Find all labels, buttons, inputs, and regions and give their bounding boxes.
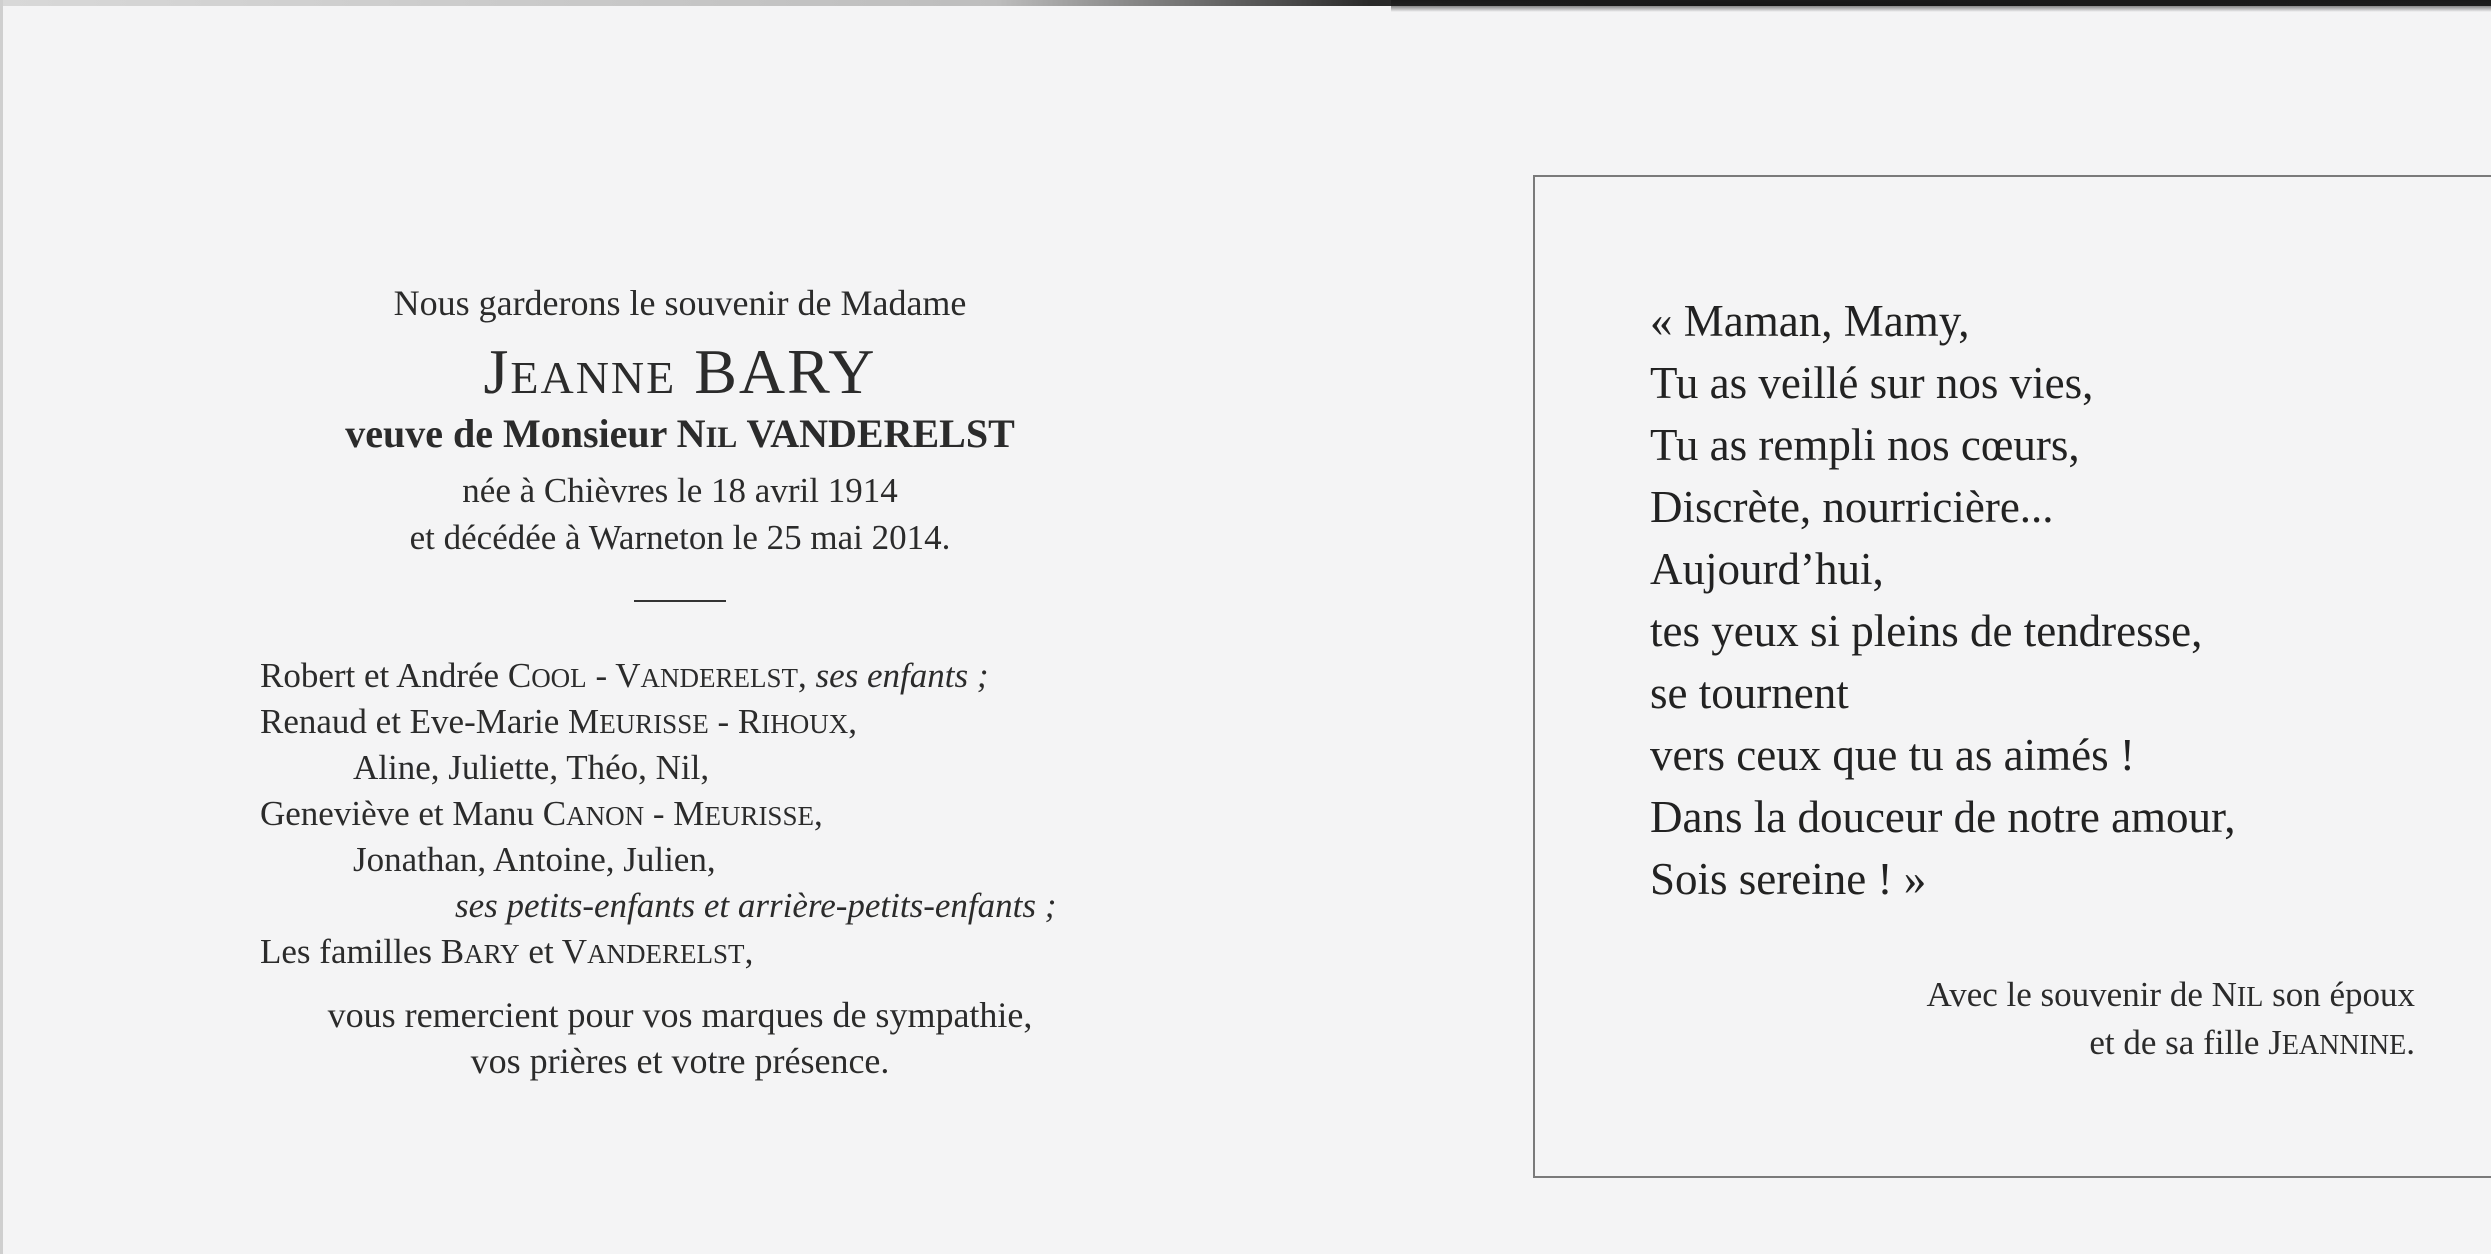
text: Renaud et Eve-Marie M [260, 702, 600, 741]
text: Avec le souvenir de N [1926, 975, 2237, 1014]
text: OOL [531, 663, 587, 693]
family-line-grandchildren-2: Jonathan, Antoine, Julien, [353, 840, 716, 879]
intro-line: Nous garderons le souvenir de Madame [393, 283, 967, 323]
text: , [813, 794, 823, 833]
thanks-line-2: vos prières et votre présence. [470, 1041, 890, 1081]
signature-line-2 [2089, 1023, 2415, 1063]
text: ANON [566, 801, 645, 831]
text: , [848, 702, 857, 741]
husband-initial: N [676, 411, 706, 456]
poem-line: vers ceux que tu as aimés ! [1650, 730, 2135, 780]
signature-line-1 [1927, 975, 2415, 1015]
scan-top-shadow [1391, 0, 2491, 12]
birth-line: née à Chièvres le 18 avril 1914 [462, 471, 898, 510]
poem [1650, 290, 2235, 910]
death-line: et décédée à Warneton le 25 mai 2014. [409, 518, 951, 557]
text: son époux [2263, 975, 2415, 1014]
text: . [2406, 1023, 2415, 1062]
poem-line: Tu as rempli nos cœurs, [1650, 420, 2080, 470]
poem-line: « Maman, Mamy, [1650, 296, 1970, 346]
text: Geneviève et Manu C [260, 794, 567, 833]
poem-line: Sois sereine ! » [1650, 854, 1927, 904]
poem-line: se tournent [1650, 668, 1849, 718]
widow-line [0, 410, 1360, 457]
first-name-initial: J [483, 336, 511, 407]
text: EANNINE [2281, 1030, 2407, 1061]
text: IHOUX [761, 709, 849, 739]
text: - M [644, 794, 705, 833]
role-label: ses enfants ; [815, 656, 989, 695]
text: IL [2236, 982, 2264, 1013]
family-line-grandchildren-1: Aline, Juliette, Théo, Nil, [353, 748, 710, 787]
text: ARY [464, 939, 520, 969]
poem-line: Tu as veillé sur nos vies, [1650, 358, 2094, 408]
thanks-line-1: vous remercient pour vos marques de sympathie, [327, 995, 1033, 1035]
poem-line: Dans la douceur de notre amour, [1650, 792, 2236, 842]
text: et de sa fille J [2089, 1023, 2282, 1062]
family-line-meurisse [260, 702, 857, 742]
text: ANDERELST [640, 663, 798, 693]
text: - V [586, 656, 641, 695]
text: , [798, 656, 816, 695]
first-name-rest: EANNE [510, 352, 677, 403]
separator-rule [634, 600, 726, 602]
poem-line: Discrète, nourricière... [1650, 482, 2054, 532]
family-line-families [260, 932, 753, 972]
text: ANDERELST [587, 939, 745, 969]
text: , [744, 932, 754, 971]
widow-prefix: veuve de Monsieur [345, 411, 677, 456]
family-line-children [260, 656, 989, 696]
text: EURISSE [704, 801, 814, 831]
text: Les familles B [260, 932, 465, 971]
poem-line: Aujourd’hui, [1650, 544, 1884, 594]
text: EURISSE [599, 709, 709, 739]
text: et V [519, 932, 588, 971]
family-line-canon [260, 794, 823, 834]
deceased-name [0, 335, 1360, 409]
family-line-role-grandchildren: ses petits-enfants et arrière-petits-enfants ; [455, 886, 1057, 925]
last-name: BARY [694, 336, 877, 407]
husband-first-rest: IL [705, 421, 738, 454]
husband-last-name: VANDERELST [746, 411, 1015, 456]
text: - R [708, 702, 762, 741]
poem-line: tes yeux si pleins de tendresse, [1650, 606, 2203, 656]
text: Robert et Andrée C [260, 656, 532, 695]
